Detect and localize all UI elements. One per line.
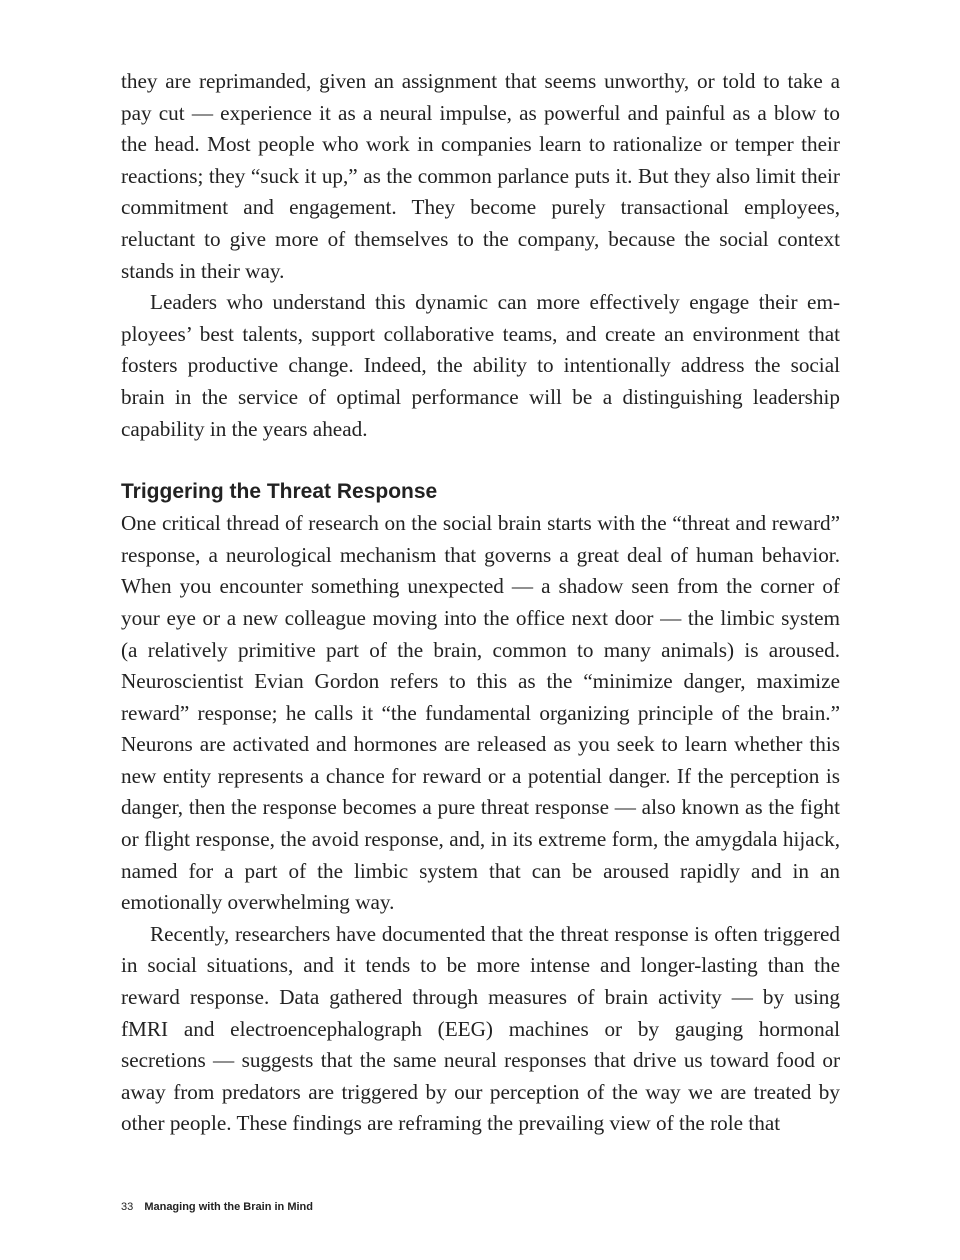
body-paragraph-1: they are reprimanded, given an assignment that seems unworthy, or told to take a pay cut — experience it as a neural impulse, as powerful and painful as a blow to the head. Most people who work in companies learn to rationalize or temper their reactions; they “suck it up,” as the common parlance puts it. But they also limit their commitment and engagement. They become purely transactional employees, reluctant to give more of themselves to the company, because the social context stands in their way. <box>121 69 840 283</box>
body-paragraph-2: Leaders who understand this dynamic can more effectively engage their employees’ best talents, support collaborative teams, and create an environment that fosters productive change. Indeed, the ability to intentionally address the social brain in the service of optimal performance will be a distinguishing leadership capability in the years ahead. <box>121 290 840 441</box>
page-body <box>121 66 840 1140</box>
section-heading: Triggering the Threat Response <box>121 480 438 504</box>
body-paragraph-3: One critical thread of research on the social brain starts with the “threat and reward” response, a neurological mechanism that governs a great deal of human behavior. When you encounter something unexpected — a shadow seen from the corner of your eye or a new colleague moving into the office next door — the limbic system (a relatively primitive part of the brain, common to many animals) is aroused. Neuroscientist Evian Gordon refers to this as the “minimize danger, maximize reward” response; he calls it “the fundamental organizing principle of the brain.” Neurons are activated and hormones are released as you seek to learn whether this new entity represents a chance for reward or a potential danger. If the perception is danger, then the response becomes a pure threat response — also known as the fight or flight response, the avoid response, and, in its extreme form, the amygdala hijack, named for a part of the limbic system that can be aroused rapidly and in an emotionally overwhelming way. <box>121 511 840 915</box>
page-footer <box>121 1200 313 1214</box>
body-paragraph-4: Recently, researchers have documented that the threat response is often triggered in social situations, and it tends to be more intense and longer-lasting than the reward response. Data gathered through measures of brain activity — by using fMRI and electroencephalograph (EEG) machines or by gauging hormonal secretions — suggests that the same neural responses that drive us toward food or away from predators are triggered by our perception of the way we are treated by other people. These findings are reframing the prevailing view of the role that <box>121 921 840 1136</box>
running-title: Managing with the Brain in Mind <box>144 1201 313 1213</box>
page-number: 33 <box>121 1201 134 1213</box>
